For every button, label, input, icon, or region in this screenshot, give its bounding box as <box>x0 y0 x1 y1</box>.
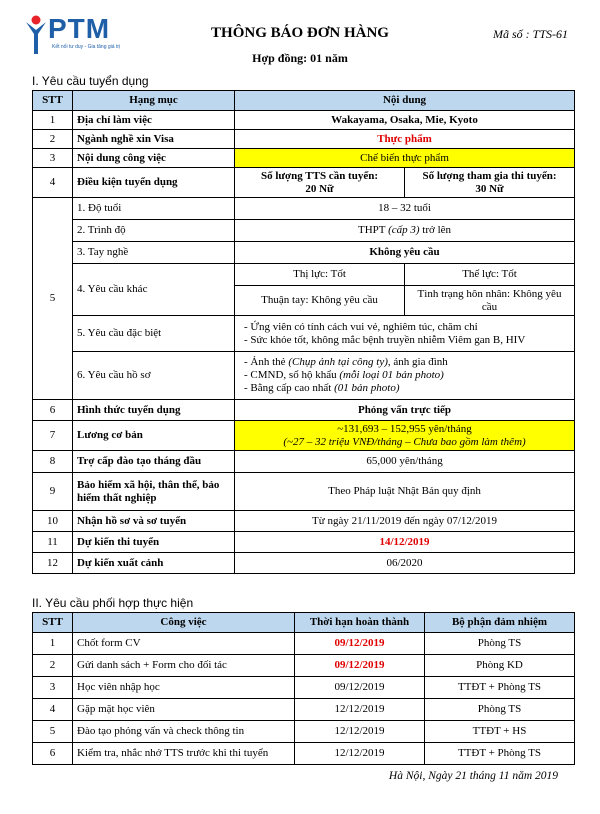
header-stt: STT <box>33 91 73 111</box>
documents-value <box>235 352 575 400</box>
table-row <box>33 677 575 699</box>
row-label: Trợ cấp đào tạo tháng đầu <box>73 451 235 473</box>
document-item <box>250 356 570 369</box>
row-label: Lương cơ bản <box>73 421 235 451</box>
special-item: - Sức khỏe tốt, không mắc bệnh truyền nhiễm Viêm gan B, HIV <box>253 334 570 347</box>
row-value: Theo Pháp luật Nhật Bản quy định <box>235 473 575 511</box>
place-and-date: Hà Nội, Ngày 21 tháng 11 năm 2019 <box>388 770 558 782</box>
header-deadline: Thời hạn hoàn thành <box>295 613 425 633</box>
task-name: Kiểm tra, nhắc nhở TTS trước khi thi tuyển <box>73 743 295 765</box>
row-value: Từ ngày 21/11/2019 đến ngày 07/12/2019 <box>235 511 575 532</box>
table-row <box>33 743 575 765</box>
document-code: Mã số : TTS-61 <box>492 27 568 41</box>
table-row <box>33 421 575 451</box>
row-value: Chế biến thực phẩm <box>235 149 575 168</box>
sub-label-skill: 3. Tay nghề <box>73 242 235 264</box>
age-value: 18 – 32 tuổi <box>235 198 575 220</box>
salary-amount: ~131,693 – 152,955 yên/tháng <box>337 422 472 435</box>
education-italic: (cấp 3) <box>388 224 420 236</box>
document-text: , ảnh gia đình <box>387 356 448 368</box>
task-name: Chốt form CV <box>73 633 295 655</box>
task-name: Gửi danh sách + Form cho đối tác <box>73 655 295 677</box>
salary-note: (~27 – 32 triệu VNĐ/tháng – Chưa bao gồm làm thêm) <box>283 435 526 448</box>
row-stt: 2 <box>33 130 73 149</box>
special-item: - Ứng viên có tính cách vui vẻ, nghiêm túc, chăm chỉ <box>253 321 570 334</box>
task-deadline: 12/12/2019 <box>295 699 425 721</box>
table-row <box>33 511 575 532</box>
row-label: Bảo hiểm xã hội, thân thể, bảo hiểm thất nghiệp <box>73 473 235 511</box>
document-note: (Chụp ảnh tại công ty) <box>288 356 388 368</box>
logo-slogan: Kết nối tư duy - Gia tăng giá trị <box>52 44 121 50</box>
table-row <box>33 400 575 421</box>
row-label: Ngành nghề xin Visa <box>73 130 235 149</box>
table-row <box>33 198 575 220</box>
row-stt: 6 <box>33 400 73 421</box>
row-label: Địa chỉ làm việc <box>73 111 235 130</box>
row-value: Wakayama, Osaka, Mie, Kyoto <box>235 111 575 130</box>
sub-label-special: 5. Yêu cầu đặc biệt <box>73 316 235 352</box>
table-header-row <box>33 91 575 111</box>
table-row <box>33 532 575 553</box>
document-text: Ảnh thẻ <box>250 356 289 368</box>
task-deadline: 12/12/2019 <box>295 743 425 765</box>
table-row <box>33 352 575 400</box>
table-row <box>33 149 575 168</box>
table-row <box>33 451 575 473</box>
task-department: Phòng KD <box>425 655 575 677</box>
table-header-row <box>33 613 575 633</box>
task-name: Đào tạo phỏng vấn và check thông tin <box>73 721 295 743</box>
row-value: 14/12/2019 <box>235 532 575 553</box>
sub-label-age: 1. Độ tuổi <box>73 198 235 220</box>
table-row <box>33 699 575 721</box>
required-count-value: 20 Nữ <box>305 182 334 195</box>
required-count-cell <box>235 168 405 198</box>
fitness-value: Thể lực: Tốt <box>405 264 575 286</box>
exam-count-label: Số lượng tham gia thi tuyển: <box>422 169 557 182</box>
marital-value: Tình trạng hôn nhân: Không yêu cầu <box>405 286 575 316</box>
row-stt: 12 <box>33 553 73 574</box>
table-row <box>33 473 575 511</box>
sub-label-documents: 6. Yêu cầu hồ sơ <box>73 352 235 400</box>
row-stt: 10 <box>33 511 73 532</box>
company-logo <box>24 12 134 58</box>
document-note: (01 bản photo) <box>334 382 400 394</box>
education-pre: THPT <box>358 224 389 236</box>
table-row <box>33 168 575 198</box>
row-label: Dự kiến xuất cảnh <box>73 553 235 574</box>
task-stt: 1 <box>33 633 73 655</box>
task-department: TTĐT + HS <box>425 721 575 743</box>
row-value: Thực phẩm <box>235 130 575 149</box>
header-stt: STT <box>33 613 73 633</box>
row-value: 06/2020 <box>235 553 575 574</box>
document-item <box>250 369 570 382</box>
sub-label-education: 2. Trình độ <box>73 220 235 242</box>
eyesight-value: Thị lực: Tốt <box>235 264 405 286</box>
table-row <box>33 316 575 352</box>
header-content: Nội dung <box>235 91 575 111</box>
task-department: Phòng TS <box>425 699 575 721</box>
requirements-table <box>32 90 575 574</box>
exam-count-value: 30 Nữ <box>475 182 504 195</box>
task-deadline: 09/12/2019 <box>295 633 425 655</box>
education-value <box>235 220 575 242</box>
row-stt: 8 <box>33 451 73 473</box>
table-row <box>33 130 575 149</box>
row-label: Nhận hồ sơ và sơ tuyển <box>73 511 235 532</box>
row-value: 65,000 yên/tháng <box>235 451 575 473</box>
coordination-table <box>32 612 575 765</box>
row-stt: 7 <box>33 421 73 451</box>
table-row <box>33 721 575 743</box>
task-stt: 2 <box>33 655 73 677</box>
task-deadline: 09/12/2019 <box>295 677 425 699</box>
task-name: Học viên nhập học <box>73 677 295 699</box>
task-stt: 4 <box>33 699 73 721</box>
header-task: Công việc <box>73 613 295 633</box>
row-stt: 5 <box>33 198 73 400</box>
task-deadline: 12/12/2019 <box>295 721 425 743</box>
row-stt: 1 <box>33 111 73 130</box>
logo-text: PTM <box>48 13 111 44</box>
section-2-title: II. Yêu cầu phối hợp thực hiện <box>32 596 194 610</box>
document-note: (mỗi loại 01 bản photo) <box>339 369 444 381</box>
table-row <box>33 220 575 242</box>
header-category: Hạng mục <box>73 91 235 111</box>
section-1-title: I. Yêu cầu tuyển dụng <box>32 74 149 88</box>
row-stt: 11 <box>33 532 73 553</box>
education-post: trở lên <box>419 224 452 236</box>
task-department: TTĐT + Phòng TS <box>425 677 575 699</box>
header-department: Bộ phận đảm nhiệm <box>425 613 575 633</box>
document-item <box>250 382 570 395</box>
page-title: THÔNG BÁO ĐƠN HÀNG <box>211 25 389 41</box>
table-row <box>33 264 575 286</box>
task-department: TTĐT + Phòng TS <box>425 743 575 765</box>
sub-label-other: 4. Yêu cầu khác <box>73 264 235 316</box>
task-stt: 3 <box>33 677 73 699</box>
row-label: Nội dung công việc <box>73 149 235 168</box>
task-deadline: 09/12/2019 <box>295 655 425 677</box>
contract-term: Hợp đồng: 01 năm <box>252 51 348 65</box>
table-row <box>33 633 575 655</box>
table-row <box>33 111 575 130</box>
table-row <box>33 242 575 264</box>
document-text: Bằng cấp cao nhất <box>250 382 335 394</box>
row-stt: 9 <box>33 473 73 511</box>
row-label: Điều kiện tuyển dụng <box>73 168 235 198</box>
handedness-value: Thuận tay: Không yêu cầu <box>235 286 405 316</box>
task-department: Phòng TS <box>425 633 575 655</box>
row-value: Phỏng vấn trực tiếp <box>235 400 575 421</box>
special-value <box>235 316 575 352</box>
table-row <box>33 553 575 574</box>
skill-value: Không yêu cầu <box>235 242 575 264</box>
salary-value <box>235 421 575 451</box>
row-stt: 4 <box>33 168 73 198</box>
task-stt: 6 <box>33 743 73 765</box>
row-label: Dự kiến thi tuyển <box>73 532 235 553</box>
row-label: Hình thức tuyển dụng <box>73 400 235 421</box>
document-text: CMND, sổ hộ khẩu <box>250 369 340 381</box>
row-stt: 3 <box>33 149 73 168</box>
task-name: Gặp mặt học viên <box>73 699 295 721</box>
table-row <box>33 655 575 677</box>
required-count-label: Số lượng TTS cần tuyển: <box>260 169 379 182</box>
exam-count-cell <box>405 168 575 198</box>
task-stt: 5 <box>33 721 73 743</box>
